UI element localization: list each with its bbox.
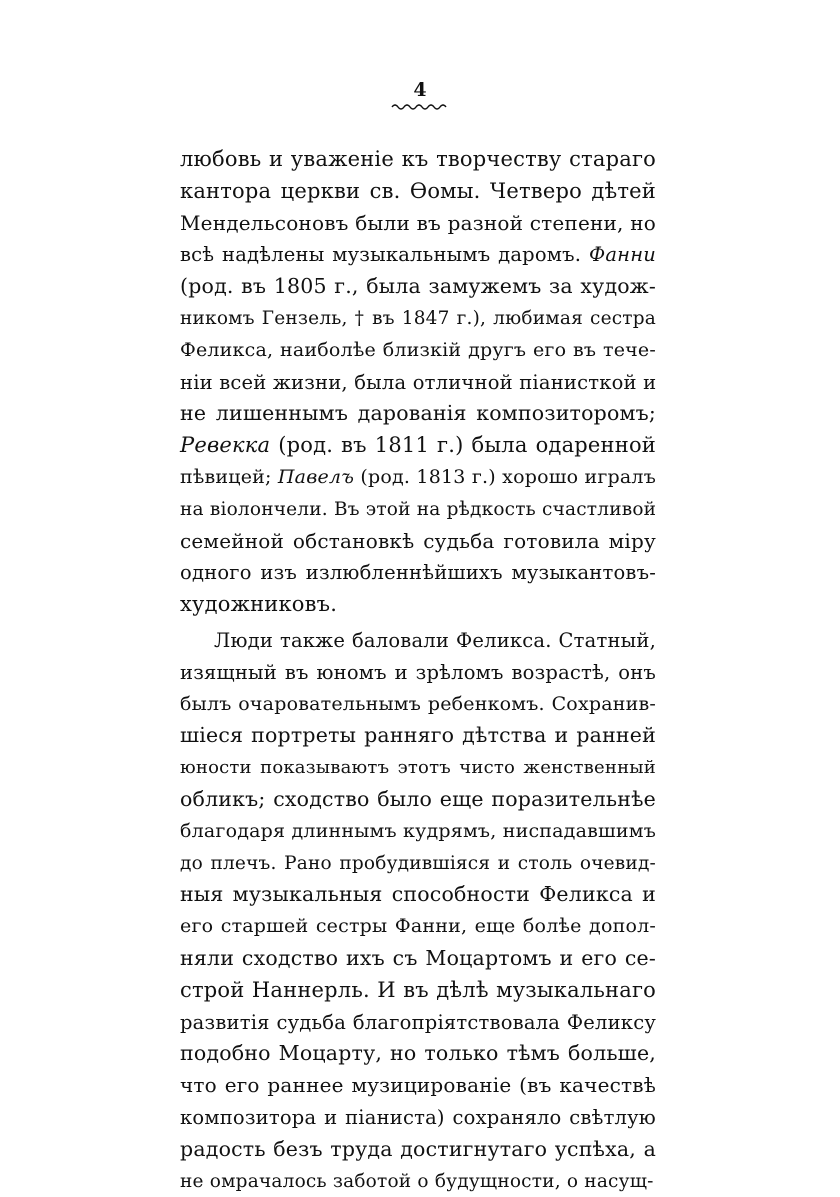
text-line [180, 1166, 656, 1197]
text-segment: юности показываютъ этотъ чисто женственный [180, 757, 656, 778]
text-segment: шіеся портреты ранняго дѣтства и ранней [180, 723, 656, 747]
text-segment: его старшей сестры Фанни, еще болѣе допол- [180, 915, 656, 937]
text-segment: что его раннее музицированіе (въ качествѣ [180, 1073, 656, 1097]
text-segment: былъ очаровательнымъ ребенкомъ. Сохранив- [180, 693, 656, 715]
text-segment: (род. 1813 г.) хорошо игралъ [354, 466, 656, 488]
text-segment: развитія судьба благопріятствовала Феликсу [180, 1011, 656, 1034]
text-line [180, 943, 656, 975]
text-segment: никомъ Гензель, † въ 1847 г.), любимая сестра [180, 308, 656, 329]
text-segment: на віолончели. Въ этой на рѣдкость счастливой [180, 499, 656, 520]
text-segment: Фанни [589, 243, 656, 266]
text-segment: до плечъ. Рано пробудившіяся и столь очевид- [180, 853, 656, 874]
text-segment: Мендельсоновъ были въ разной степени, но [180, 211, 656, 235]
text-segment: композитора и піаниста) сохраняло свѣтлую [180, 1106, 656, 1129]
text-segment: строй Наннерль. И въ дѣлѣ музыкальнаго [180, 978, 656, 1002]
text-segment: художниковъ. [180, 592, 337, 616]
text-segment: ніи всей жизни, была отличной піанисткой и [180, 371, 656, 394]
text-segment: обликъ; сходство было еще поразительнѣе [180, 787, 656, 811]
text-segment: Павелъ [278, 466, 354, 488]
text-line [180, 1007, 656, 1039]
paragraph [180, 144, 656, 621]
text-segment: подобно Моцарту, но только тѣмъ больше, [180, 1041, 656, 1065]
text-line [180, 720, 656, 752]
text-line [180, 239, 656, 271]
text-line [180, 657, 656, 689]
text-segment: одного изъ излюбленнѣйшихъ музыкантовъ- [180, 561, 656, 584]
text-line [180, 752, 656, 784]
text-line [180, 398, 656, 430]
text-line [180, 625, 656, 657]
text-line [180, 1102, 656, 1134]
text-line [180, 784, 656, 816]
text-segment: Люди также баловали Феликса. Статный, [214, 629, 656, 652]
text-segment: благодаря длиннымъ кудрямъ, ниспадавшимъ [180, 820, 656, 842]
text-segment: кантора церкви св. Ѳомы. Четверо дѣтей [180, 179, 656, 203]
text-line [180, 848, 656, 880]
text-line [180, 271, 656, 303]
text-line [180, 303, 656, 335]
text-segment: любовь и уваженіе къ творчеству стараго [180, 147, 656, 171]
text-segment: изящный въ юномъ и зрѣломъ возрастѣ, онъ [180, 661, 656, 684]
paragraph [180, 625, 656, 1197]
text-line [180, 208, 656, 240]
text-line [180, 494, 656, 526]
text-segment: (род. въ 1811 г.) была одаренной [270, 433, 656, 457]
text-segment: ныя музыкальныя способности Феликса и [180, 882, 656, 906]
body-text [180, 144, 656, 1197]
text-segment: не омрачалось заботой о будущности, о насущ- [180, 1171, 654, 1192]
text-segment: Феликса, наиболѣе близкій другъ его въ тече- [180, 339, 656, 361]
text-segment: радость безъ труда достигнутаго успѣха, а [180, 1137, 656, 1161]
text-line [180, 367, 656, 399]
text-line [180, 816, 656, 848]
text-line [180, 526, 656, 558]
text-line [180, 430, 656, 462]
text-segment: (род. въ 1805 г., была замужемъ за худож- [180, 274, 656, 298]
text-line [180, 879, 656, 911]
text-line [180, 144, 656, 176]
text-line [180, 975, 656, 1007]
text-line [180, 462, 656, 494]
text-segment: семейной обстановкѣ судьба готовила міру [180, 529, 656, 553]
text-line [180, 335, 656, 367]
text-segment: Ревекка [180, 433, 270, 457]
text-line [180, 557, 656, 589]
text-segment: не лишеннымъ дарованія композиторомъ; [180, 401, 656, 425]
text-segment: всѣ надѣлены музыкальнымъ даромъ. [180, 243, 589, 266]
text-line [180, 911, 656, 943]
text-line [180, 689, 656, 721]
text-segment: няли сходство ихъ съ Моцартомъ и его се- [180, 946, 656, 970]
wavy-rule-ornament [391, 101, 449, 111]
text-line [180, 1134, 656, 1166]
text-line [180, 176, 656, 208]
text-line [180, 1070, 656, 1102]
text-line [180, 589, 656, 621]
page-number: 4 [390, 80, 450, 100]
text-segment: пѣвицей; [180, 466, 278, 488]
text-line [180, 1038, 656, 1070]
